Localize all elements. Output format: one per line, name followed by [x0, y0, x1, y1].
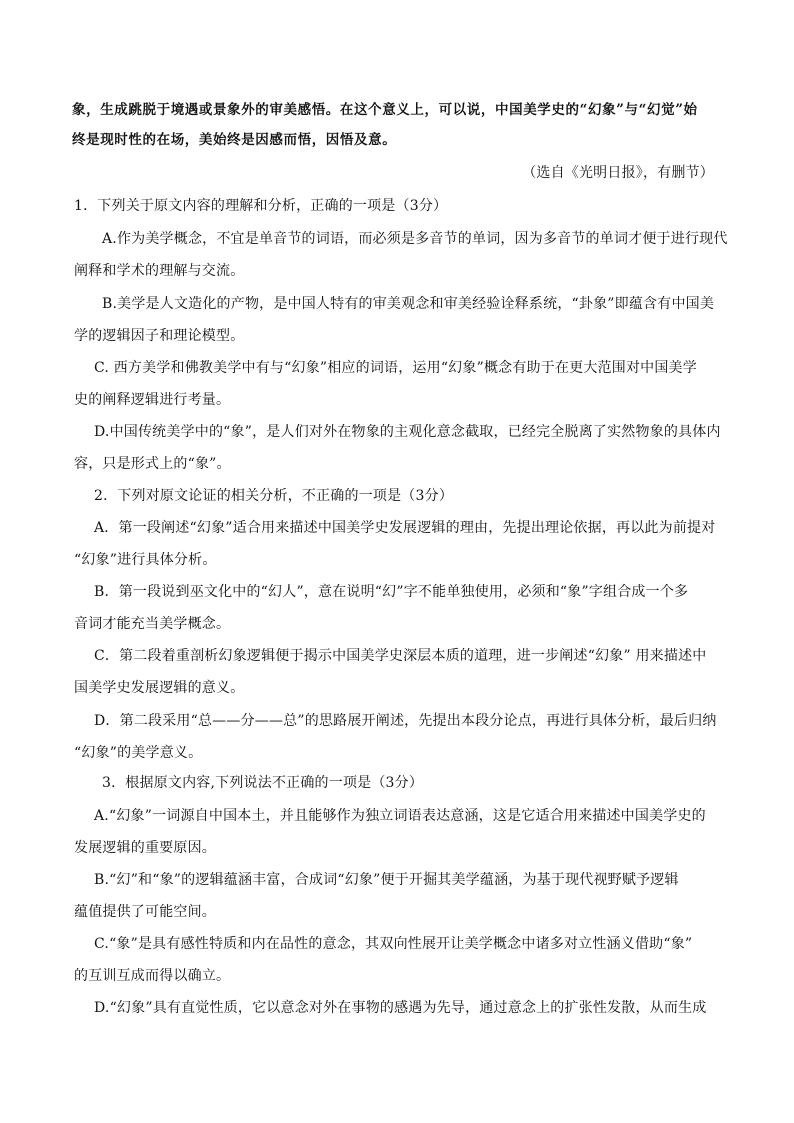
option-line: 国美学史发展逻辑的意义。 — [74, 680, 245, 696]
option-line: 蕴值提供了可能空间。 — [74, 904, 216, 920]
option-line: “幻象”的美学意义。 — [74, 745, 203, 761]
option-line: 音词才能充当美学概念。 — [74, 616, 231, 632]
option-line: A.“幻象”一词源自中国本土，并且能够作为独立词语表达意涵，这是它适合用来描述中国美学史的 — [94, 808, 706, 824]
question-stem: 1．下列关于原文内容的理解和分析，正确的一项是（3分） — [74, 198, 448, 214]
option-line: D.“幻象”具有直觉性质，它以意念对外在事物的感遇为先导，通过意念上的扩张性发散，从而生成 — [94, 1000, 707, 1016]
option-line: C．第二段着重剖析幻象逻辑便于揭示中国美学史深层本质的道理，进一步阐述“幻象” 用来描述中 — [94, 648, 707, 664]
option-line: 容，只是形式上的“象”。 — [74, 456, 231, 472]
option-line: “幻象”进行具体分析。 — [74, 552, 217, 568]
option-line: 学的逻辑因子和理论模型。 — [74, 328, 245, 344]
source-citation: （选自《光明日报》，有删节） — [522, 165, 714, 181]
option-line: B．第一段说到巫文化中的“幻人”，意在说明“幻”字不能单独使用，必须和“象”字组合成一个多 — [94, 584, 689, 600]
question-stem: 3．根据原文内容,下列说法不正确的一项是（3分） — [102, 775, 424, 791]
option-line: B.“幻”和“象”的逻辑蕴涵丰富，合成词“幻象”便于开掘其美学蕴涵，为基于现代视野赋予逻辑 — [94, 872, 679, 888]
option-line: 史的阐释逻辑进行考量。 — [74, 392, 231, 408]
option-line: 的互训互成而得以确立。 — [74, 968, 231, 984]
option-line: C. 西方美学和佛教美学中有与“幻象”相应的词语，运用“幻象”概念有助于在更大范围对中国美学 — [94, 360, 697, 376]
option-line: A.作为美学概念，不宜是单音节的词语，而必须是多音节的单词，因为多音节的单词才便于进行现代 — [102, 231, 728, 247]
passage-line: 终是现时性的在场，美始终是因感而悟，因悟及意。 — [72, 132, 397, 148]
option-line: 阐释和学术的理解与交流。 — [74, 263, 245, 279]
option-line: D.中国传统美学中的“象”，是人们对外在物象的主观化意念截取，已经完全脱离了实然物象的具体内 — [94, 424, 721, 440]
option-line: 发展逻辑的重要原因。 — [74, 840, 216, 856]
passage-line: 象，生成跳脱于境遇或景象外的审美感悟。在这个意义上，可以说，中国美学史的“幻象”与“幻觉”始 — [72, 102, 698, 118]
option-line: A．第一段阐述“幻象”适合用来描述中国美学史发展逻辑的理由，先提出理论依据，再以此为前提对 — [94, 520, 716, 536]
option-line: B.美学是人文造化的产物，是中国人特有的审美观念和审美经验诠释系统，“卦象”即蕴含有中国美 — [102, 296, 715, 312]
option-line: D．第二段采用“总——分——总”的思路展开阐述，先提出本段分论点，再进行具体分析，最后归纳 — [94, 713, 717, 729]
option-line: C.“象”是具有感性特质和内在品性的意念，其双向性展开让美学概念中诸多对立性涵义借助“象” — [94, 936, 693, 952]
question-stem: 2．下列对原文论证的相关分析，不正确的一项是（3分） — [94, 488, 454, 504]
